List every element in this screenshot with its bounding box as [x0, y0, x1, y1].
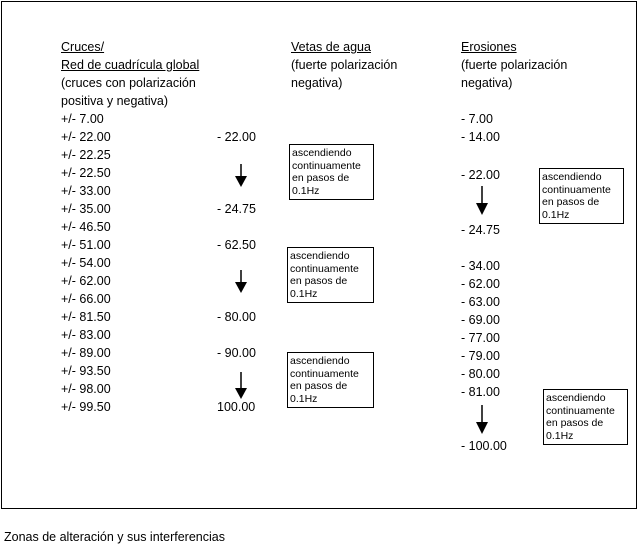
erosion-value: - 63.00: [461, 295, 500, 309]
note-line: ascendiendo: [292, 147, 352, 159]
note-line: 0.1Hz: [546, 429, 574, 442]
erosion-value: - 77.00: [461, 331, 500, 345]
crosses-value: +/- 35.00: [61, 202, 111, 216]
arrow-down-icon: [234, 372, 248, 400]
figure-caption: Zonas de alteración y sus interferencias: [4, 530, 225, 544]
note-box: [539, 168, 624, 224]
note-box: [287, 247, 374, 303]
erosion-value: - 14.00: [461, 130, 500, 144]
note-box: [289, 144, 374, 200]
note-line: en pasos de: [292, 172, 350, 184]
note-box: [287, 352, 374, 408]
water-veins-subtitle-line2: negativa): [291, 76, 343, 90]
erosion-value: - 81.00: [461, 385, 500, 399]
crosses-value: +/- 89.00: [61, 346, 111, 360]
erosion-value: - 34.00: [461, 259, 500, 273]
arrow-down-icon: [234, 270, 248, 294]
erosion-value: - 69.00: [461, 313, 500, 327]
note-line: ascendiendo: [290, 355, 350, 367]
erosion-value: - 7.00: [461, 112, 493, 126]
crosses-value: +/- 54.00: [61, 256, 111, 270]
sweep-end-value: - 24.75: [217, 202, 256, 216]
crosses-value: +/- 93.50: [61, 364, 111, 378]
diagram-frame: [1, 1, 637, 509]
note-line: continuamente: [292, 159, 361, 172]
arrow-down-icon: [475, 186, 489, 216]
erosion-value: - 24.75: [461, 223, 500, 237]
note-line: continuamente: [290, 367, 359, 380]
crosses-value: +/- 51.00: [61, 238, 111, 252]
crosses-value: +/- 99.50: [61, 400, 111, 414]
crosses-value: +/- 81.50: [61, 310, 111, 324]
erosion-value: - 62.00: [461, 277, 500, 291]
crosses-value: +/- 22.50: [61, 166, 111, 180]
sweep-start-value: - 62.50: [217, 238, 256, 252]
sweep-end-value: - 80.00: [217, 310, 256, 324]
erosion-value: - 100.00: [461, 439, 507, 453]
note-box: [543, 389, 628, 445]
erosions-subtitle: (fuerte polarización: [461, 58, 568, 72]
note-line: continuamente: [290, 262, 359, 275]
note-line: 0.1Hz: [542, 208, 570, 221]
erosion-value: - 22.00: [461, 168, 500, 182]
note-line: 0.1Hz: [290, 287, 318, 300]
crosses-title-line2: Red de cuadrícula global: [61, 58, 200, 72]
note-line: ascendiendo: [290, 250, 350, 262]
erosions-title: Erosiones: [461, 40, 517, 54]
erosion-value: - 79.00: [461, 349, 500, 363]
sweep-start-value: - 22.00: [217, 130, 256, 144]
arrow-down-icon: [234, 164, 248, 188]
crosses-title: Cruces/: [61, 40, 105, 54]
crosses-value: +/- 62.00: [61, 274, 111, 288]
crosses-subtitle: (cruces con polarización: [61, 76, 196, 90]
note-line: en pasos de: [542, 196, 600, 208]
crosses-value: +/- 33.00: [61, 184, 111, 198]
note-line: en pasos de: [290, 380, 348, 392]
crosses-value: +/- 98.00: [61, 382, 111, 396]
crosses-value: +/- 7.00: [61, 112, 104, 126]
water-veins-subtitle: (fuerte polarización: [291, 58, 398, 72]
erosion-value: - 80.00: [461, 367, 500, 381]
arrow-down-icon: [475, 405, 489, 435]
crosses-value: +/- 46.50: [61, 220, 111, 234]
crosses-value: +/- 22.00: [61, 130, 111, 144]
sweep-start-value: - 90.00: [217, 346, 256, 360]
note-line: en pasos de: [546, 417, 604, 429]
crosses-subtitle-line2: positiva y negativa): [61, 94, 169, 108]
note-line: 0.1Hz: [290, 392, 318, 405]
note-line: 0.1Hz: [292, 184, 320, 197]
crosses-value: +/- 66.00: [61, 292, 111, 306]
crosses-value: +/- 22.25: [61, 148, 111, 162]
note-line: en pasos de: [290, 275, 348, 287]
crosses-value: +/- 83.00: [61, 328, 111, 342]
sweep-end-value: 100.00: [217, 400, 256, 414]
water-veins-title: Vetas de agua: [291, 40, 371, 54]
erosions-subtitle-line2: negativa): [461, 76, 513, 90]
note-line: ascendiendo: [546, 392, 606, 404]
note-line: ascendiendo: [542, 171, 602, 183]
note-line: continuamente: [542, 183, 611, 196]
note-line: continuamente: [546, 404, 615, 417]
